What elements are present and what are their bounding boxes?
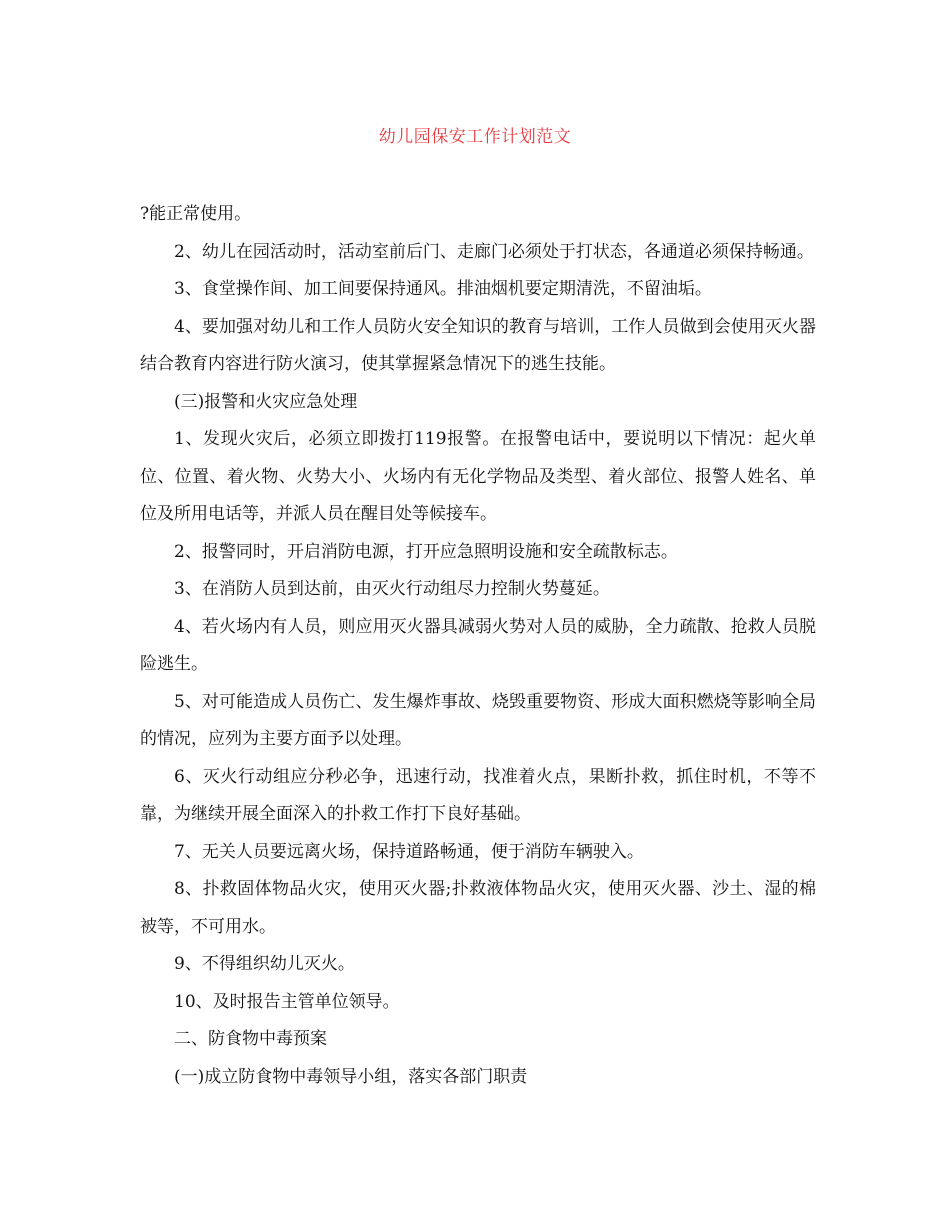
section-heading: (三)报警和火灾应急处理 <box>174 391 358 412</box>
paragraph: 1、发现火灾后，必须立即拨打119报警。在报警电话中，要说明以下情况：起火单位、位置、着火物、火势大小、火场内有无化学物品及类型、着火部位、报警人姓名、单位及所用电话等，并派人员在醒目处等候接车。 <box>140 429 816 524</box>
paragraph: 6、灭火行动组应分秒必争，迅速行动，找准着火点，果断扑救，抓住时机，不等不靠，为继续开展全面深入的扑救工作打下良好基础。 <box>140 766 816 824</box>
paragraph: ?能正常使用。 <box>140 204 252 224</box>
section-heading: 二、防食物中毒预案 <box>174 1029 327 1049</box>
paragraph: 3、在消防人员到达前，由灭火行动组尽力控制火势蔓延。 <box>174 579 610 599</box>
subsection-heading: (一)成立防食物中毒领导小组，落实各部门职责 <box>174 1066 528 1087</box>
document-title: 幼儿园保安工作计划范文 <box>378 127 572 147</box>
paragraph: 7、无关人员要远离火场，保持道路畅通，便于消防车辆驶入。 <box>174 841 644 862</box>
paragraph: 9、不得组织幼儿灭火。 <box>174 954 355 974</box>
document-body <box>140 196 816 1096</box>
paragraph: 4、要加强对幼儿和工作人员防火安全知识的教育与培训，工作人员做到会使用灭火器结合教育内容进行防火演习，使其掌握紧急情况下的逃生技能。 <box>140 316 816 374</box>
paragraph: 5、对可能造成人员伤亡、发生爆炸事故、烧毁重要物资、形成大面积燃烧等影响全局的情况，应列为主要方面予以处理。 <box>140 691 816 749</box>
paragraph: 2、报警同时，开启消防电源，打开应急照明设施和安全疏散标志。 <box>174 541 678 562</box>
paragraph: 10、及时报告主管单位领导。 <box>174 991 400 1012</box>
paragraph: 2、幼儿在园活动时，活动室前后门、走廊门必须处于打状态，各通道必须保持畅通。 <box>174 241 814 262</box>
paragraph: 4、若火场内有人员，则应用灭火器具减弱火势对人员的威胁，全力疏散、抢救人员脱险逃生。 <box>140 616 816 674</box>
paragraph: 8、扑救固体物品火灾，使用灭火器;扑救液体物品火灾，使用灭火器、沙土、湿的棉被等，不可用水。 <box>140 879 816 937</box>
paragraph: 3、食堂操作间、加工间要保持通风。排油烟机要定期清洗，不留油垢。 <box>174 279 712 299</box>
